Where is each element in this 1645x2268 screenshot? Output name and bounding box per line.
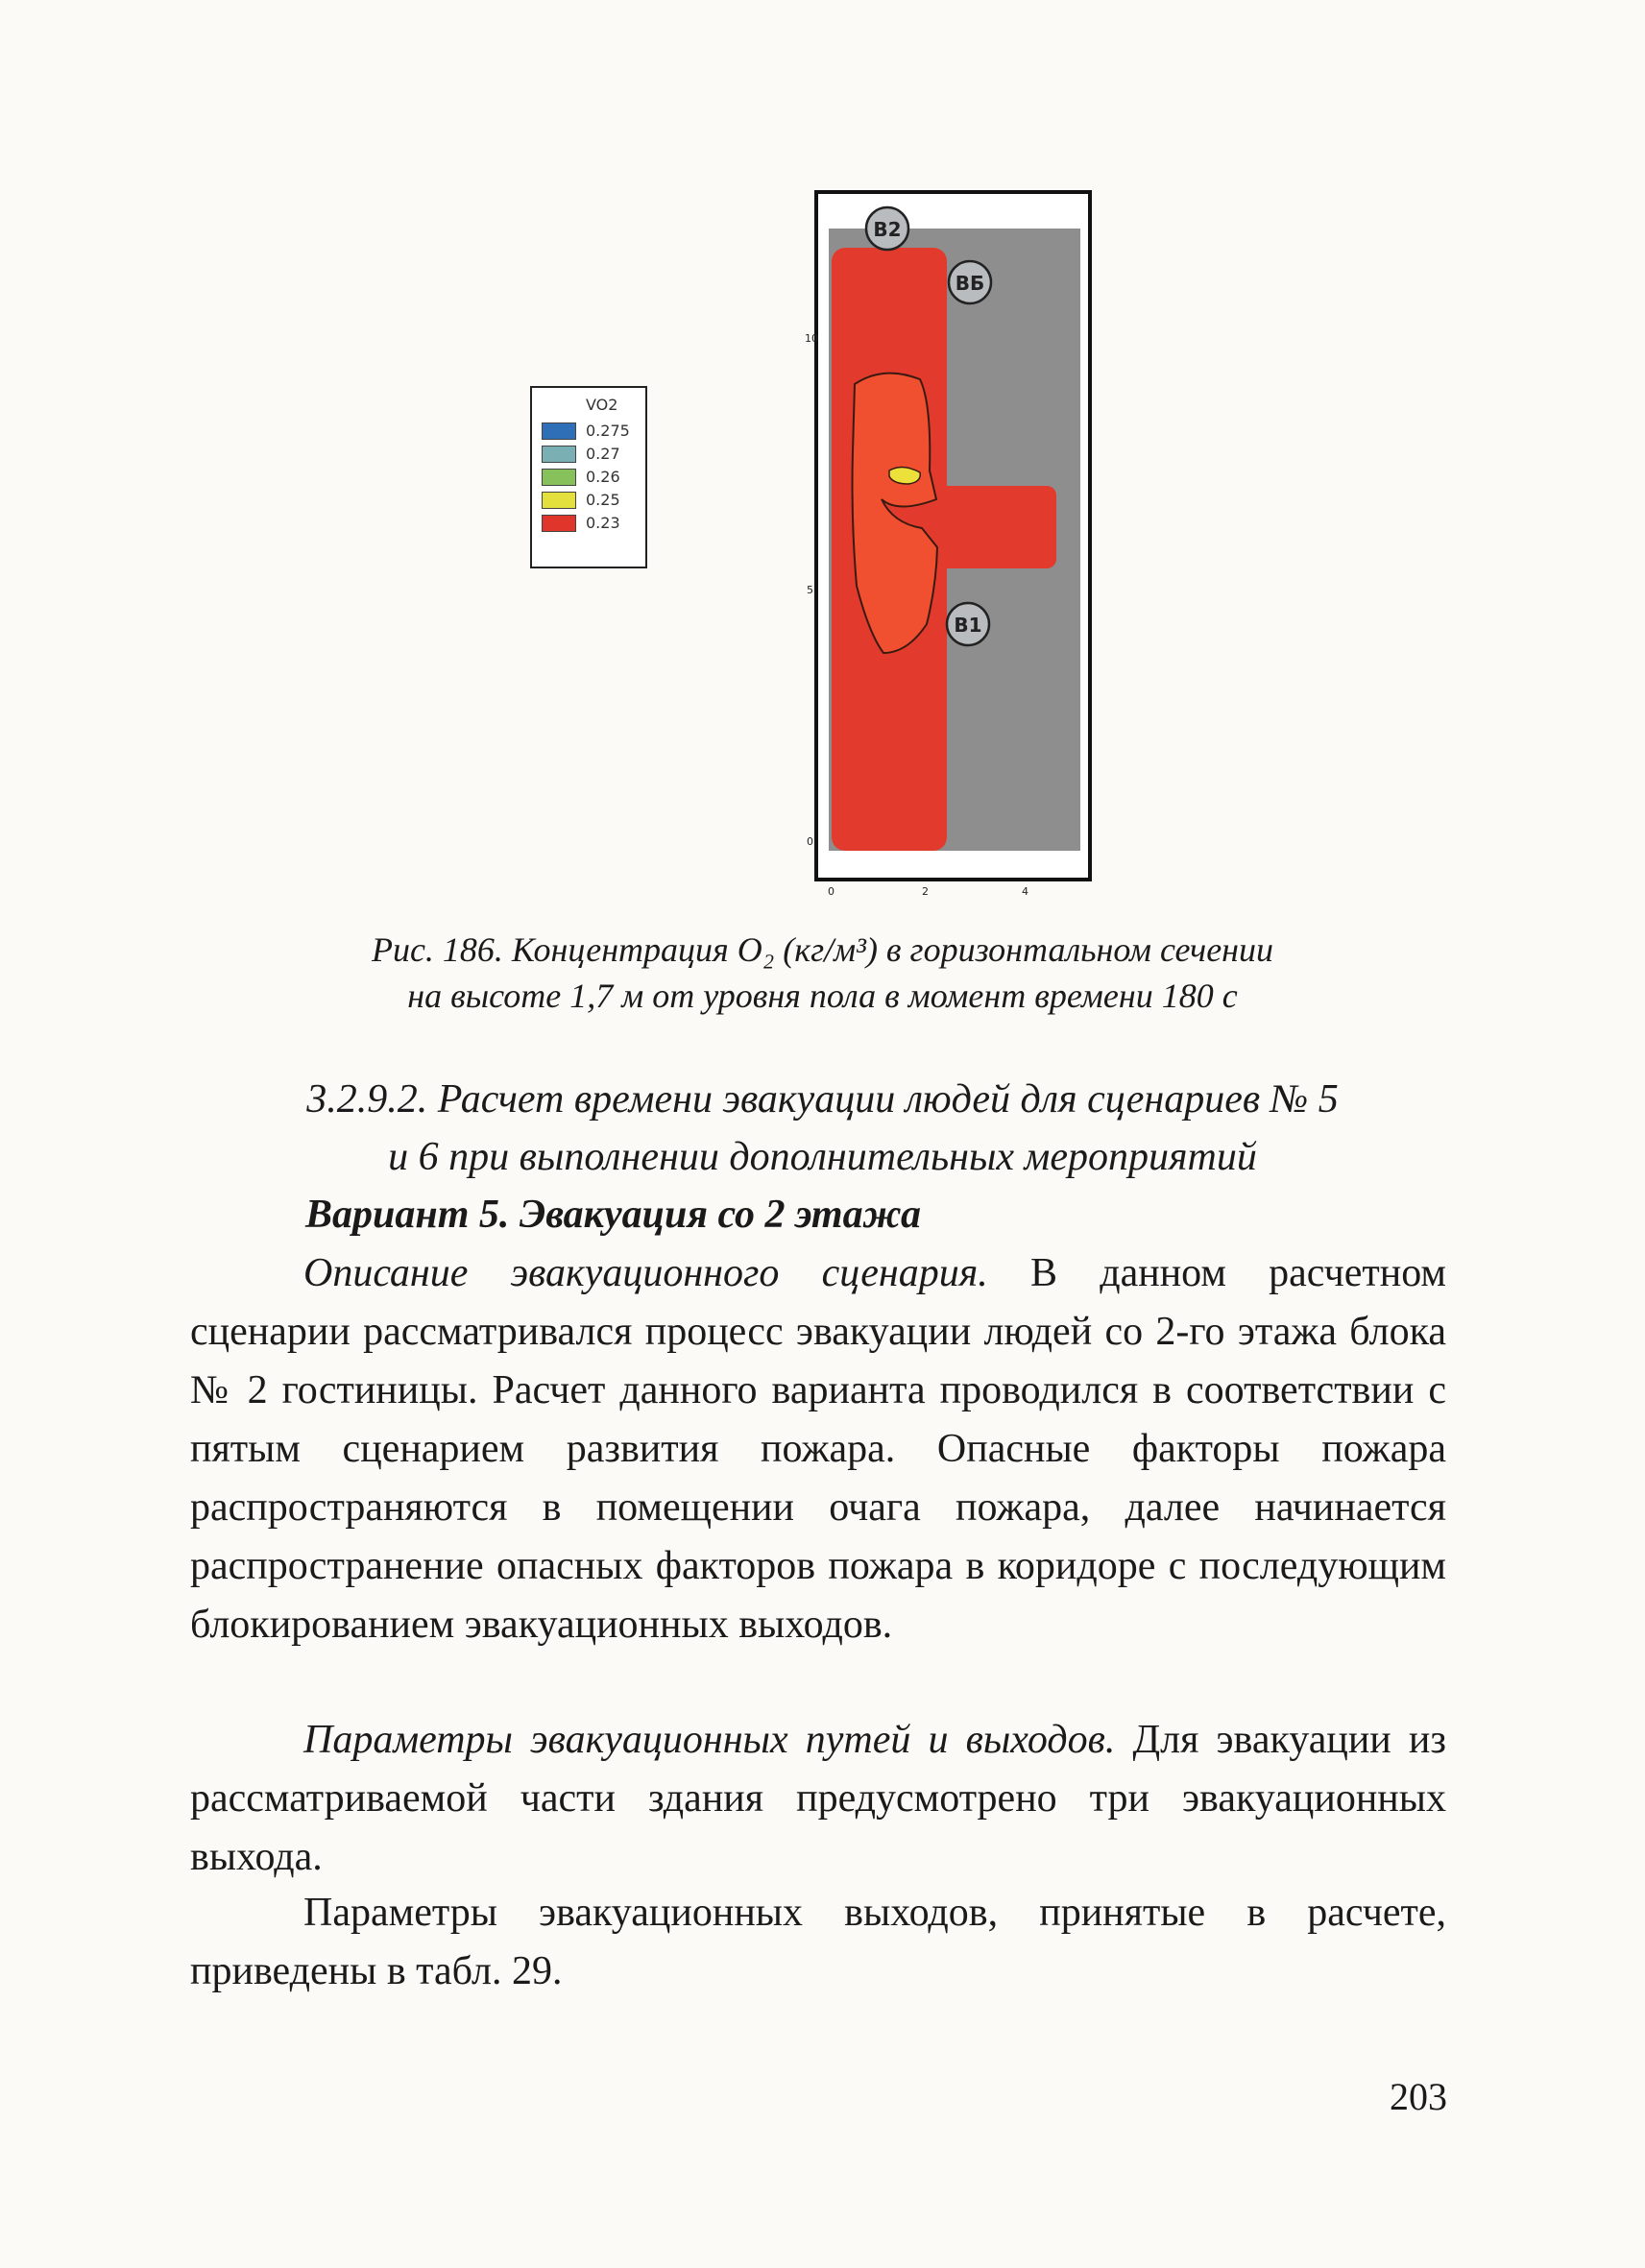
yellow-spot	[889, 467, 920, 484]
paragraph-text: Для эвакуации из рассматриваемой части здания предусмотрено три эвакуационных выхода.	[190, 1718, 1446, 1879]
x-tick: 0	[828, 885, 835, 898]
variant-heading: Вариант 5. Эвакуация со 2 этажа	[305, 1193, 922, 1237]
oxygen-concentration-plot	[768, 182, 1152, 903]
legend-label: 0.27	[586, 445, 620, 463]
legend-item	[542, 490, 645, 511]
paragraph-text: В данном расчетном сценарии рассматривался процесс эвакуации людей со 2-го этажа блока № 2 гостиницы. Расчет данного варианта проводился в соответствии с пятым сценарием развития пожара. Опасные факторы пожара распространяются в помещении очага пожара, далее начинается распространение опасных факторов пожара в коридоре с последующим блокированием эвакуационных выходов.	[190, 1251, 1446, 1647]
legend-swatch	[542, 422, 576, 440]
legend-label: 0.275	[586, 422, 630, 440]
marker-label: B1	[954, 614, 982, 637]
section-heading-line2: и 6 при выполнении дополнительных мероприятий	[388, 1135, 1257, 1179]
figure-caption-line1: Рис. 186. Концентрация O₂ (кг/м³) в горизонтальном сечении	[371, 930, 1274, 969]
legend	[530, 386, 647, 568]
paragraph-lead: Параметры эвакуационных путей и выходов.	[303, 1718, 1116, 1762]
legend-item	[542, 467, 645, 488]
legend-item	[542, 421, 645, 442]
marker-b2	[866, 207, 908, 250]
page-number: 203	[1390, 2075, 1447, 2118]
marker-vb	[949, 261, 991, 303]
legend-swatch	[542, 469, 576, 486]
x-tick: 4	[1022, 885, 1028, 898]
y-tick: 0	[807, 835, 813, 848]
legend-swatch	[542, 515, 576, 532]
figure	[0, 0, 1645, 922]
legend-label: 0.23	[586, 514, 620, 532]
paragraph-paths	[190, 1711, 1446, 1887]
legend-swatch	[542, 446, 576, 463]
figure-caption-line2: на высоте 1,7 м от уровня пола в момент времени 180 с	[407, 977, 1238, 1015]
x-tick: 2	[922, 885, 929, 898]
red-branch	[937, 486, 1056, 568]
marker-label: B2	[873, 218, 902, 241]
legend-title: VO2	[586, 396, 618, 414]
legend-item	[542, 444, 645, 465]
section-heading-line1: 3.2.9.2. Расчет времени эвакуации людей для сценариев № 5	[306, 1077, 1339, 1122]
paragraph-lead: Описание эвакуационного сценария.	[303, 1251, 988, 1295]
legend-label: 0.25	[586, 491, 620, 509]
legend-label: 0.26	[586, 468, 620, 486]
legend-swatch	[542, 492, 576, 509]
marker-label: ВБ	[955, 272, 985, 295]
y-tick: 10	[805, 332, 818, 345]
legend-item	[542, 513, 645, 534]
marker-b1	[947, 603, 989, 645]
paragraph-table-ref: Параметры эвакуационных выходов, принятые в расчете, приведены в табл. 29.	[190, 1891, 1446, 1993]
paragraph-scenario	[190, 1244, 1446, 1654]
y-tick: 5	[807, 584, 813, 596]
